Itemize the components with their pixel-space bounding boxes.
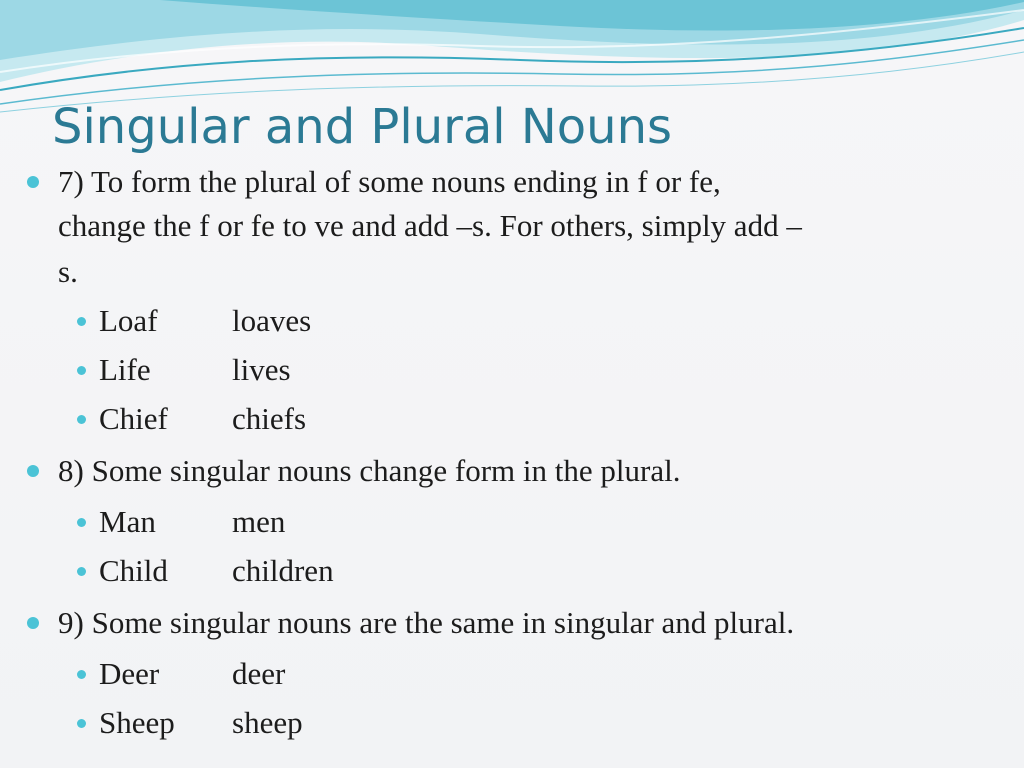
example-singular: Loaf [99, 303, 158, 338]
slide-title: Singular and Plural Nouns [52, 99, 672, 155]
sub-bullet-icon [77, 567, 86, 576]
example-singular: Sheep [99, 705, 175, 740]
example-plural: lives [232, 352, 291, 387]
example-plural: sheep [232, 705, 303, 740]
example-plural: men [232, 504, 286, 539]
sub-bullet-icon [77, 317, 86, 326]
sub-bullet-icon [77, 518, 86, 527]
rule-8-line-1: 8) Some singular nouns change form in the plural. [58, 453, 681, 488]
example-plural: children [232, 553, 334, 588]
example-singular: Life [99, 352, 151, 387]
bullet-icon [27, 465, 39, 477]
sub-bullet-icon [77, 415, 86, 424]
example-singular: Child [99, 553, 168, 588]
rule-9-line-1: 9) Some singular nouns are the same in singular and plural. [58, 605, 795, 640]
rule-7-line-2: change the f or fe to ve and add –s. For others, simply add – [58, 208, 802, 243]
example-plural: chiefs [232, 401, 307, 436]
example-singular: Chief [99, 401, 168, 436]
bullet-icon [27, 617, 39, 629]
rule-7-line-3: s. [58, 254, 78, 289]
example-singular: Man [99, 504, 156, 539]
example-singular: Deer [99, 656, 160, 691]
bullet-icon [27, 176, 39, 188]
rule-7-line-1: 7) To form the plural of some nouns ending in f or fe, [58, 164, 721, 199]
example-plural: deer [232, 656, 286, 691]
sub-bullet-icon [77, 366, 86, 375]
sub-bullet-icon [77, 719, 86, 728]
sub-bullet-icon [77, 670, 86, 679]
example-plural: loaves [232, 303, 312, 338]
